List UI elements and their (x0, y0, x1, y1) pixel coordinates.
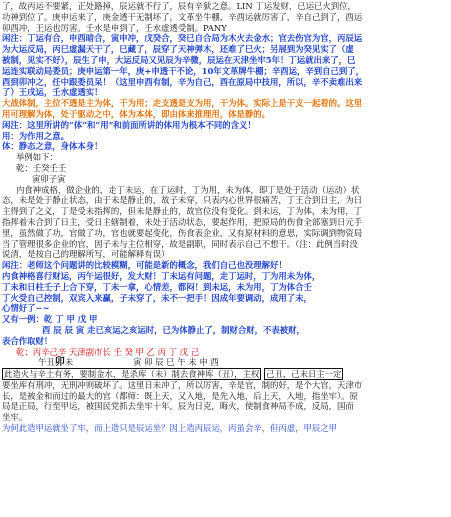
branch-text: 未 (64, 357, 74, 368)
highlight-line: 用可理解为体，处于驱动之中，体为本体，即由体来推理用，体是静的。 (2, 108, 270, 119)
text-line: 里，虽然做了功，官做了功，官也就要起变化，伤食表企业，又有原材料的意思，实际调到物资局 (2, 227, 363, 238)
highlight-line: 大战体制，主位不透是主为体，干为用；走支透是支为用，干为体。实际上是干支一起看的。这里 (2, 98, 363, 109)
text-line: 指挥着未合到了日主，受日主辖制着，未处于活动状态，要起作用，把原局的伤食全部塞到日元手 (2, 216, 363, 227)
annotation-line: 闲注：丁运有合，申酉暗合，寅申冲，戊癸合，癸巳自合局为木火去金水；官去伤官为官，丙辰运 (2, 33, 363, 44)
text-line: 说清，是按自己的理解所写，可能解释有误） (2, 249, 170, 260)
chart-branches: 寅卯子寅 (32, 173, 66, 184)
annotation-line: 酉 辰 辰 寅 走已亥运之亥运时，已为体静止了，制财合财，不表被财， (42, 324, 305, 335)
text-line: 局是正局，行至甲运，被国民党抓去坐牢十年，辰为日克，晦火，使制食神局不成，反局，国而 (2, 401, 354, 412)
annotation-line: 为何此造甲运就坐了牢，而上造只是辰运坐？因上造丙辰运，丙虽会辛，但丙虚，甲辰之甲 (2, 423, 337, 434)
chart-stems: 乾：壬癸壬壬 (16, 162, 67, 173)
example-heading: 举例如下： (16, 152, 58, 163)
annotation-line: 丁火受自己控制，双宾入来赢，子未穿了，未不一把手！因成年要调动，成用了未， (2, 292, 312, 303)
annotation-line: 心情好了~~ (2, 303, 50, 314)
text-line: 坐牢。 (2, 412, 28, 423)
annotation-line: 运连实联动局委员；庚申运第一年，庚+申透干不论，10年文革牌牛棚；辛酉运，辛到自己到了， (2, 65, 365, 76)
text-line: 内食神成格，做企业的，走丁未运，在丁运时，丁为用，未为体，即丁是处于活动（运动）状 (16, 184, 360, 195)
annotation-line: 闲注：这里所讲的“体”和“用”和前面所讲的体用为根本不同的含义！ (2, 119, 256, 130)
annotation-line: 内食神格喜行财运，丙午运很好，发大财！丁未运有问题，走丁运时，丁为用未为体， (2, 270, 321, 281)
text-line: 卯酉冲，王运也厉害。壬水是申到了，壬水虚透受制。PANY (2, 22, 227, 33)
annotation-line: 表合作取财！ (2, 335, 53, 346)
branch-emphasis: 卯 (54, 357, 65, 369)
boxed-text: 此造火与辛土有务，要制金水，是杀库（未）制去食神库（丑），主权 (4, 369, 260, 380)
annotation-line: 被制，见实不好），辰生了申，大运反局又见辰为辛微，辰运在天津坐牢5年！丁运就出来了，巳 (2, 54, 356, 65)
chart-stems: 乾：丙辛己辛 天津副市长 壬 癸 甲 乙 丙 丁 戊 己 (16, 346, 200, 357)
text-line: 要坐库有刑冲，无刑冲则破坏了。这里日未冲了，所以厉害，辛是官，制的好，是个大官，天津市 (2, 379, 363, 390)
branch-text: 午丑 (38, 357, 55, 368)
text-line (2, 369, 448, 380)
annotation-line: 丁未和日柱壬子上合下穿，丁未一拿，心情差，都闷！到未运，未为用，丁为体合壬 (2, 281, 312, 292)
document-page (2, 1, 448, 434)
text-line: 长，是被金和而过的最大的官（都师：既上天，又入地，是先入地，后上天，入地，指坐牢）。原 (2, 390, 358, 401)
annotation-line: 闲注：老师这个问题讲的比较模糊，可能是新的概念，我们自己也没理解好！ (2, 260, 287, 271)
text-line: 功神到位了。庚申运来了，庚金透干无制坏了，文革坐牛棚，辛酉运就厉害了，辛自己到了，酉运 (2, 11, 363, 22)
branch-text: 寅 卯 辰 巳 午 未 申 酉 (133, 357, 219, 368)
text-line: 当了管理很多企业的官，因子未与主位相穿，故是副职，同时表示自己不想干。（注：此例当时没 (2, 238, 358, 249)
text-line: 主得到了之义，丁是受未指挥的，但未是静止的，故官位没有变化。到未运，丁为体，未为用，丁 (2, 206, 363, 217)
annotation-line: 酉到卯冲之，任中跟委员呆！（这里申酉有制，辛为自己，酉在原局中技用，所以，辛不卖难出来 (2, 76, 363, 87)
boxed-text: 己丑，己未日主一定 (266, 369, 342, 380)
definition-line: 用：为作用之意。 (2, 130, 69, 141)
definition-line: 体：静态之意，身体本身！ (2, 141, 103, 152)
annotation-line: 又有一例：乾 丁 甲 戊 甲 (2, 314, 98, 325)
annotation-line: 了）王戌运，壬水虚透实！ (2, 87, 103, 98)
annotation-line: 为大运反局，丙巳虚漏天干了，巳藏了，辰穿了天神弹木，还难了巳火；另展到为癸见实了（虚 (2, 44, 354, 55)
text-line: 了，故丙运不要紧，正处路掉，辰运就不行了，辰有辛狱之意。LIN 丁运发财，已运已火到位， (2, 1, 356, 11)
text-line: 态，未是处于静止状态，由于未是静止的，故子未穿，只表内心世界很痛苦，丁王合到日主，为日 (2, 195, 363, 206)
